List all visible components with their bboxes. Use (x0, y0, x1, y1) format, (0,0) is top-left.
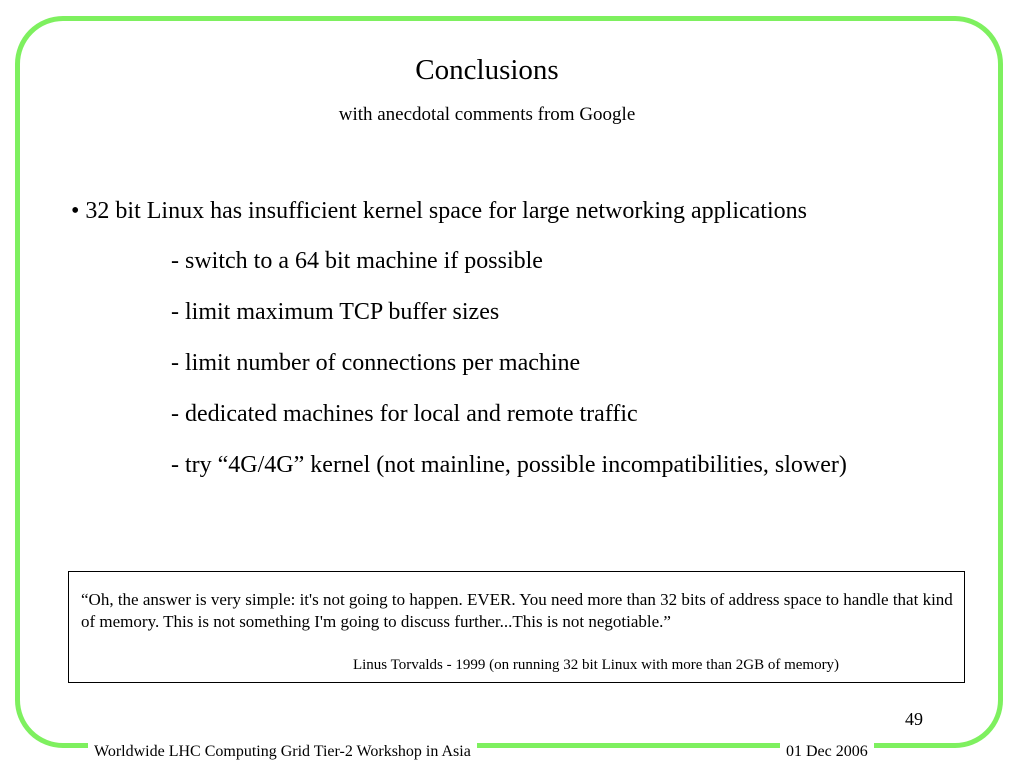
footer-event-title: Worldwide LHC Computing Grid Tier-2 Workshop in Asia (88, 742, 477, 762)
slide-title: Conclusions (415, 54, 559, 86)
quote-box (68, 571, 965, 683)
main-bullet: • 32 bit Linux has insufficient kernel space for large networking applications (71, 198, 807, 224)
sub-point-list (171, 246, 847, 501)
quote-text: “Oh, the answer is very simple: it's not going to happen. EVER. You need more than 32 bits of address space to handle that kind of memory. This is not something I'm going to discuss further...This is not negotiable.” (81, 590, 953, 631)
sub-point: - dedicated machines for local and remote traffic (171, 401, 638, 427)
slide-subtitle: with anecdotal comments from Google (338, 104, 636, 125)
page-number: 49 (905, 709, 923, 729)
sub-point: - switch to a 64 bit machine if possible (171, 248, 543, 274)
quote-attribution: Linus Torvalds - 1999 (on running 32 bit Linux with more than 2GB of memory) (352, 657, 840, 673)
footer-date: 01 Dec 2006 (780, 742, 874, 762)
sub-point: - limit number of connections per machine (171, 350, 581, 376)
sub-point: - limit maximum TCP buffer sizes (171, 299, 500, 325)
sub-point: - try “4G/4G” kernel (not mainline, possible incompatibilities, slower) (171, 452, 847, 478)
